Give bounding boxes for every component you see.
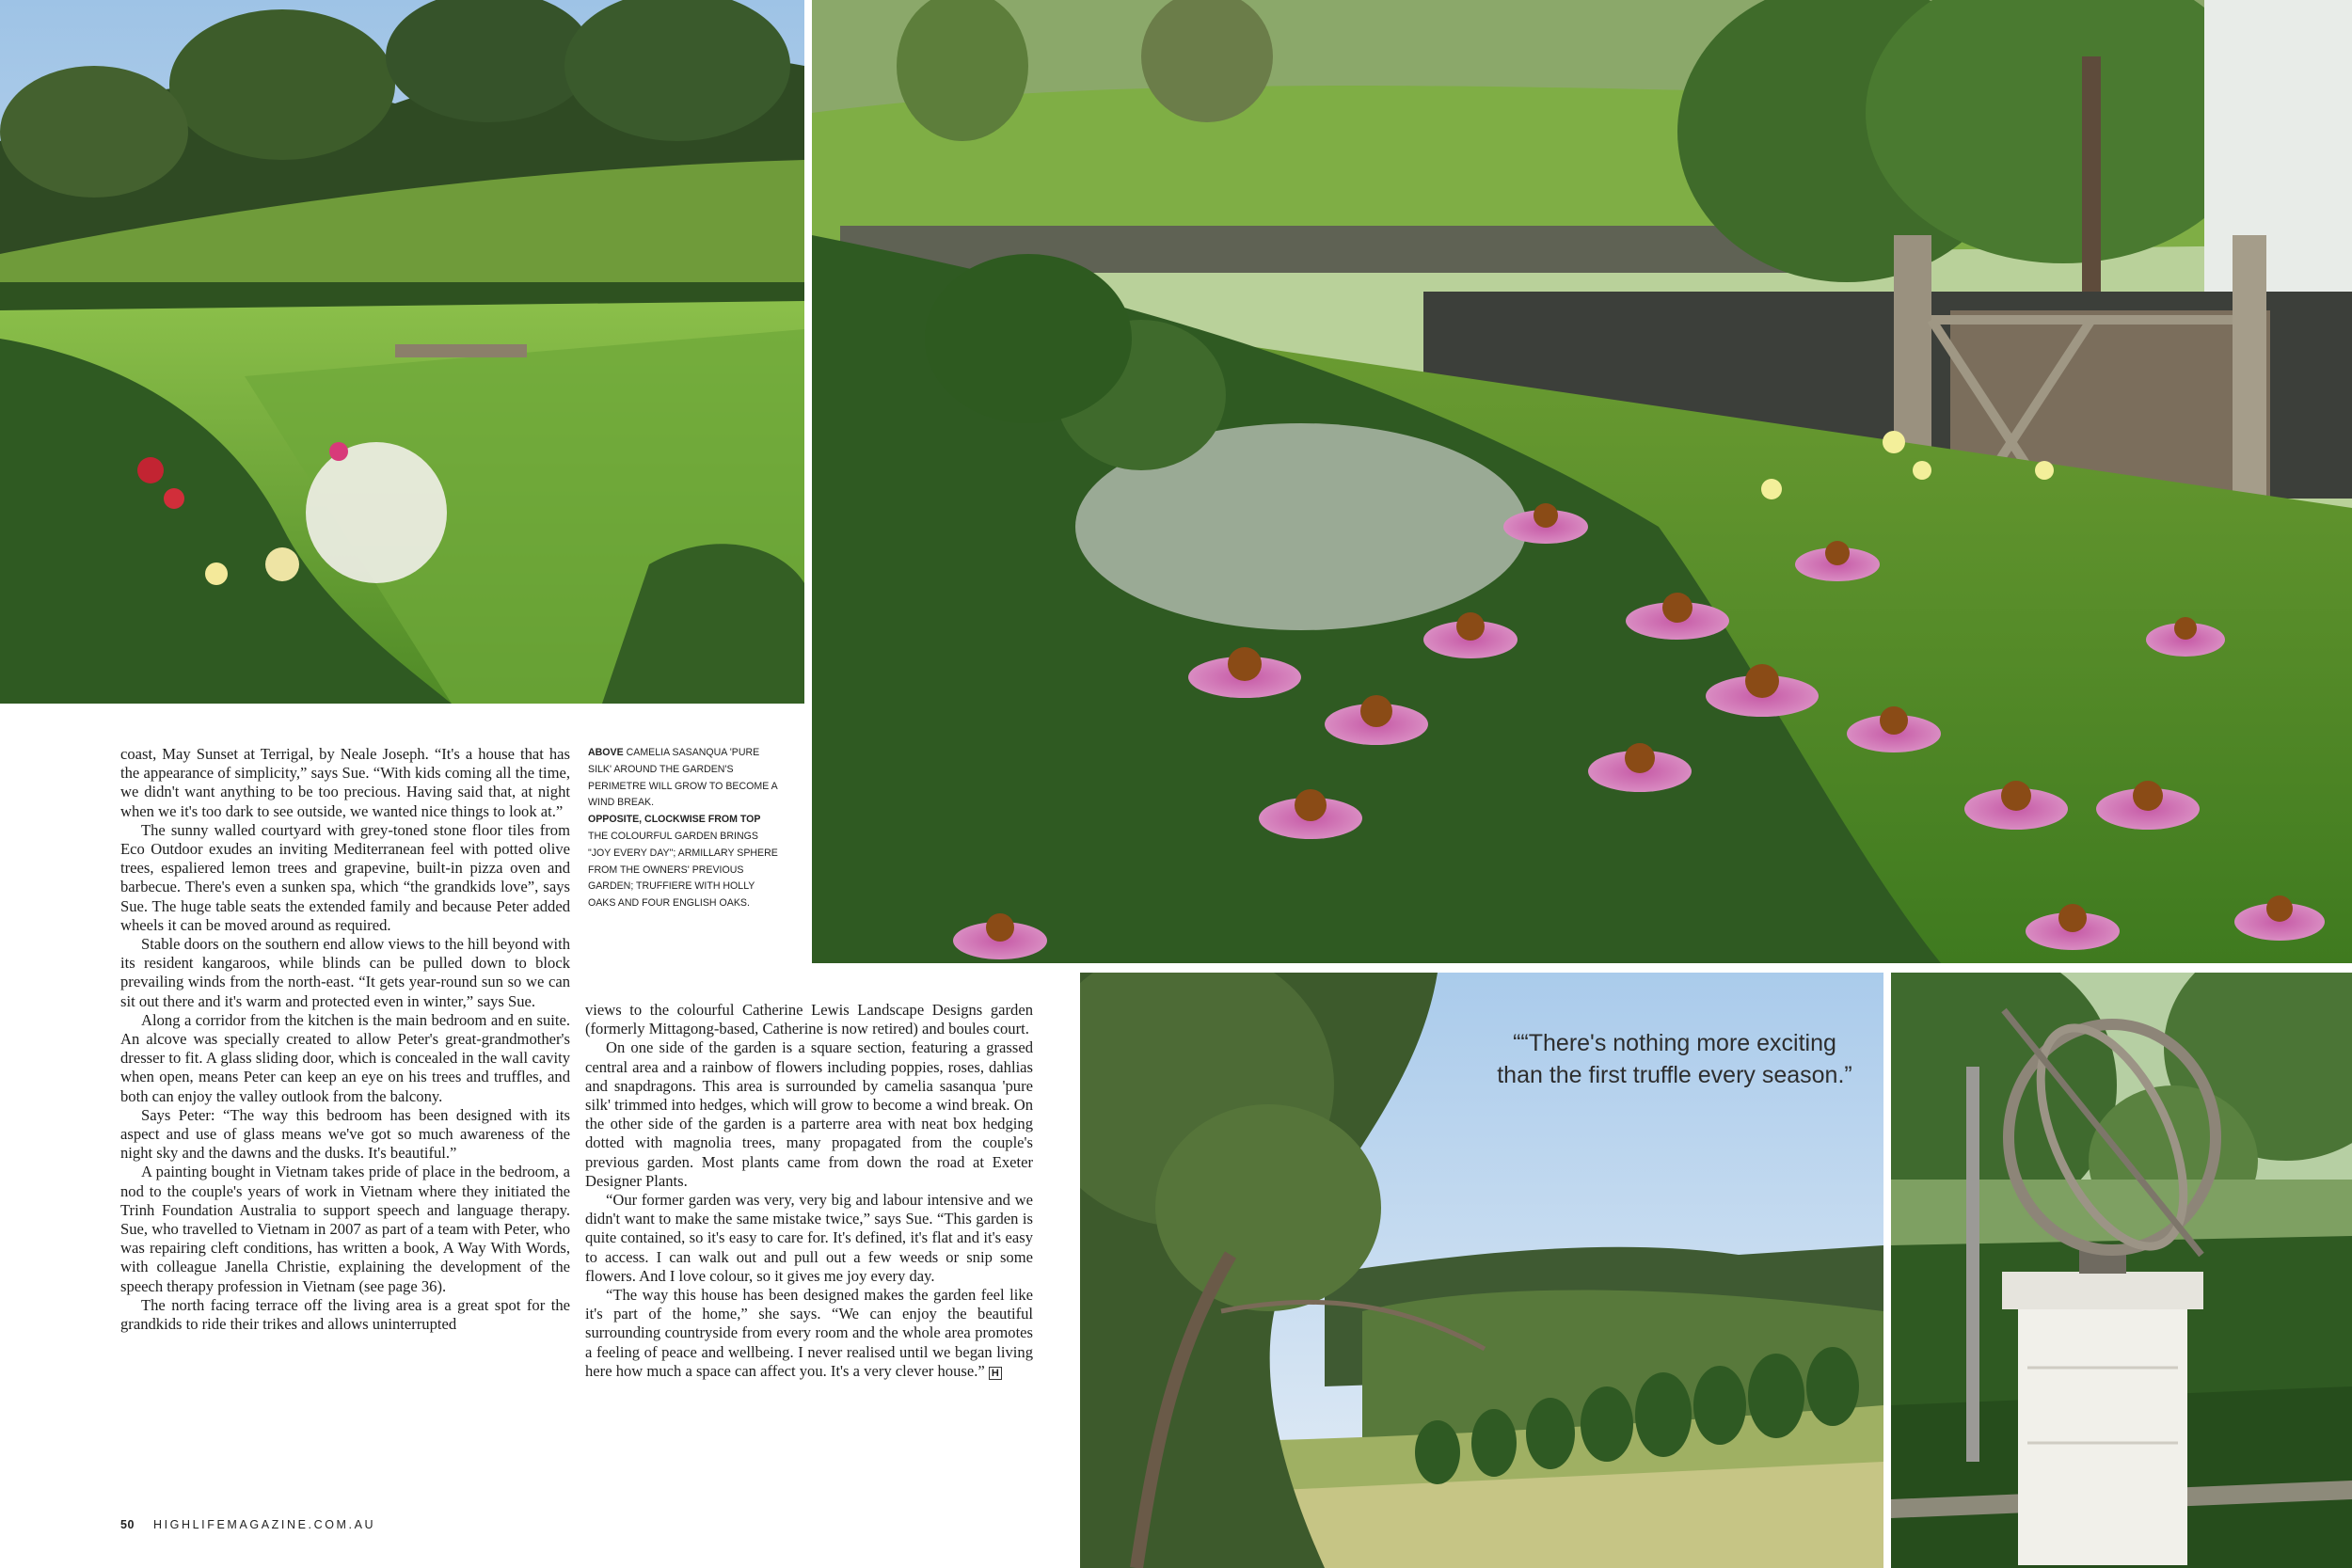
article-paragraph: Along a corridor from the kitchen is the main bedroom and en suite. An alcove was specially created to allow Peter's great-grandmother's dresser to fit. A glass sliding door, which is concealed in the wall cavity when open, means Peter can keep an eye on his trees and truffles, and both can enjoy the valley outlook from the balcony. [120,1010,570,1105]
caption-opposite-label: OPPOSITE, CLOCKWISE FROM TOP [588,814,761,826]
article-paragraph: On one side of the garden is a square section, featuring a grassed central area and a rainbow of flowers including poppies, roses, dahlias and snapdragons. This area is surrounded by camelia sasanqua 'pure silk' trimmed into hedges, which will grow to become a wind break. On the other side of the garden is a parterre area with neat box hedging dotted with magnolia trees, many propagated from the couple's previous garden. Most plants came from down the road at Exeter Designer Plants. [585,1038,1033,1190]
article-paragraph: The sunny walled courtyard with grey-toned stone floor tiles from Eco Outdoor exudes an inviting Mediterranean feel with potted olive trees, espaliered lemon trees and grapevine, built-in pizza oven and barbecue. There's even a sunken spa, which “the grandkids love”, says Sue. The huge table seats the extended family and because Peter added wheels it can be moved around as required. [120,820,570,934]
caption-opposite [588,812,781,912]
article-paragraph: Stable doors on the southern end allow views to the hill beyond with its resident kangaroos, while blinds can be pulled down to block prevailing winds from the north-east. “It gets year-round sun so we can sit out there and it's warm and protected even in winter,” says Sue. [120,935,570,1010]
caption-above [588,745,781,812]
article-paragraph-text: “The way this house has been designed makes the garden feel like it's part of the home,” she says. “We can enjoy the beautiful surrounding countryside from every room and the whole area promotes a feeling of peace and wellbeing. I never realised until we began living here how much a space can affect you. It's a very clever house.” [585,1286,1033,1380]
article-paragraph: “Our former garden was very, very big and labour intensive and we didn't want to make the same mistake twice,” says Sue. “This garden is quite contained, so it's easy to care for. It's defined, it's flat and it's easy to access. I can walk out and pull out a few weeds or snip some flowers. And I love colour, so it gives me joy every day. [585,1191,1033,1285]
caption-above-text: CAMELIA SASANQUA 'PURE SILK' AROUND THE GARDEN'S PERIMETRE WILL GROW TO BECOME A WIND BREAK. [588,747,778,809]
article-paragraph: A painting bought in Vietnam takes pride of place in the bedroom, a nod to the couple's years of work in Vietnam where they initiated the Trinh Foundation Australia to support speech and language therapy. Sue, who travelled to Vietnam in 2007 as part of a team with Peter, who was repairing cleft conditions, has written a book, A Way With Words, with colleague Janella Christie, explaining the development of the speech therapy profession in Vietnam (see page 36). [120,1163,570,1295]
caption-above-label: ABOVE [588,747,624,758]
caption-opposite-text: THE COLOURFUL GARDEN BRINGS "JOY EVERY DAY"; ARMILLARY SPHERE FROM THE OWNERS' PREVIOUS GARDEN; TRUFFIERE WITH HOLLY OAKS AND FOUR ENGLISH OAKS. [588,830,778,910]
article-paragraph: coast, May Sunset at Terrigal, by Neale Joseph. “It's a house that has the appearance of simplicity,” says Sue. “With kids coming all the time, we didn't want anything to be too precious. Having said that, at night when we it's too dark to see outside, we wanted nice things to look at.” [120,745,570,820]
article-column-left [120,745,570,1334]
pull-quote: ““There's nothing more exciting than the first truffle every season.” [1497,1030,1852,1088]
article-paragraph: Says Peter: “The way this bedroom has been designed with its aspect and use of glass means we've got so much awareness of the night sky and the dawns and the dusks. It's beautiful.” [120,1105,570,1163]
article-paragraph-final [585,1286,1033,1381]
article-paragraph: The north facing terrace off the living area is a great spot for the grandkids to ride their trikes and allows uninterrupted [120,1295,570,1334]
page-number: 50 [120,1518,135,1531]
armillary-sphere-photo [1891,973,2352,1568]
end-mark: H [989,1367,1002,1380]
article-paragraph: views to the colourful Catherine Lewis Landscape Designs garden (formerly Mittagong-based, Catherine is now retired) and boules court. [585,1001,1033,1038]
photo-caption [588,745,781,912]
article-column-middle [585,1001,1033,1381]
garden-lawn-photo [0,0,804,704]
echinacea-border-photo [812,0,2352,963]
site-url: HIGHLIFEMAGAZINE.COM.AU [152,1518,376,1531]
page-footer [120,1518,375,1531]
